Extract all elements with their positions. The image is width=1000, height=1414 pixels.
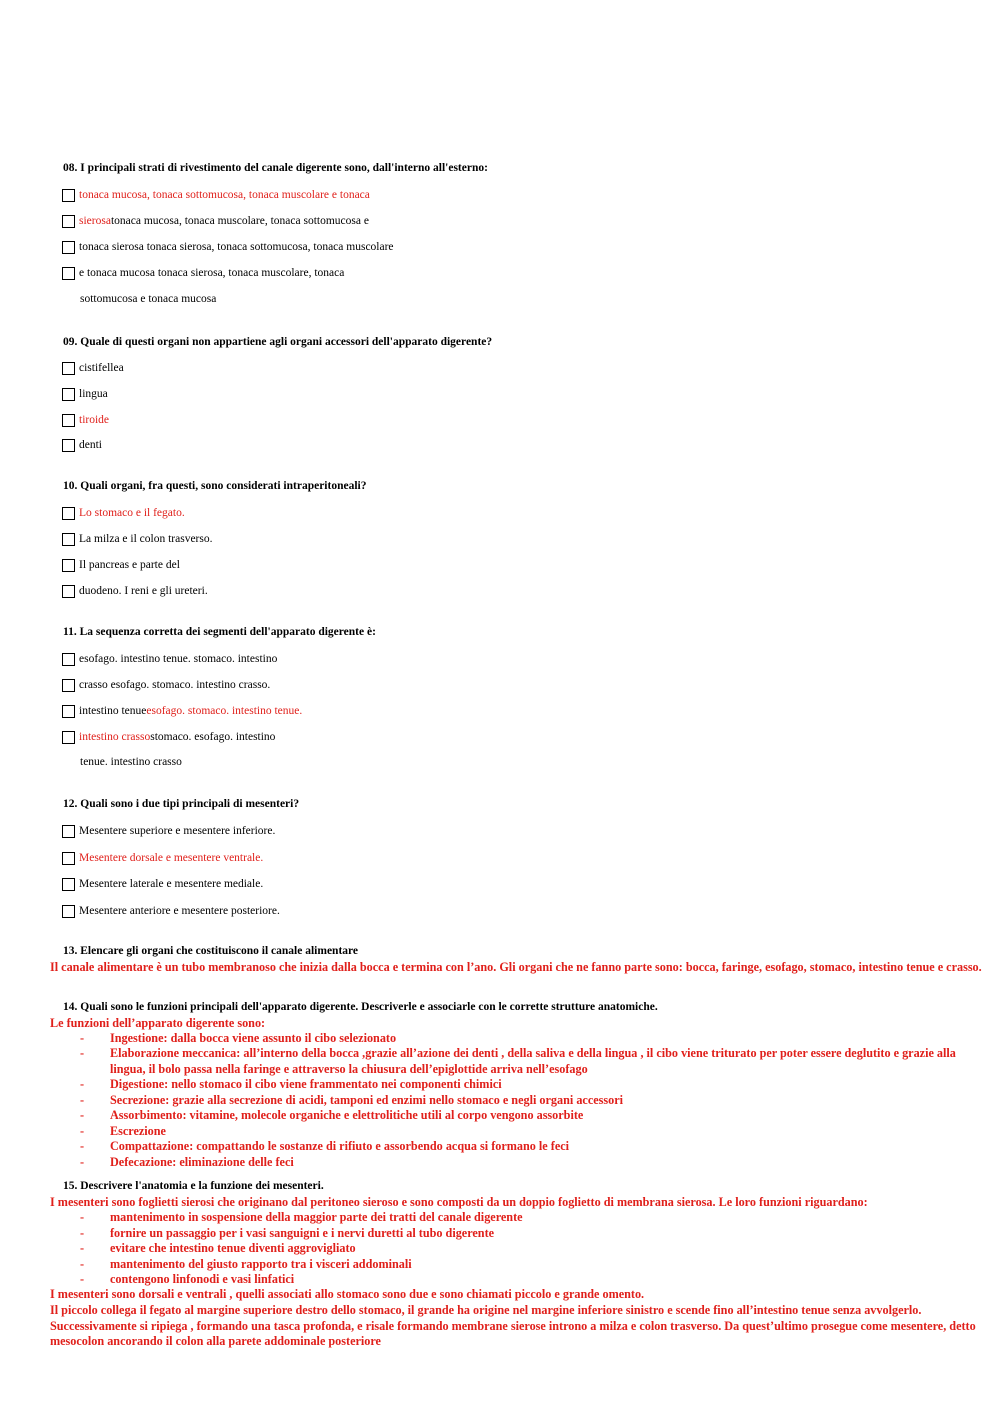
item-text: Assorbimento: vitamine, molecole organiche e elettrolitiche utili al corpo vengono assorbite <box>110 1108 584 1122</box>
question-13-title: 13. Elencare gli organi che costituiscono il canale alimentare <box>63 945 359 957</box>
item-text: Secrezione: grazie alla secrezione di acidi, tamponi ed enzimi nello stomaco e negli organi accessori <box>110 1093 624 1107</box>
q10-option-2[interactable] <box>62 531 212 547</box>
q09-option-4[interactable] <box>62 437 102 453</box>
q10-option-1[interactable] <box>62 505 185 521</box>
q11-continuation: tenue. intestino crasso <box>80 756 182 768</box>
item-text: evitare che intestino tenue diventi aggrovigliato <box>110 1241 356 1255</box>
option-text-red: esofago. stomaco. intestino tenue. <box>146 705 303 717</box>
q10-option-4[interactable] <box>62 583 208 599</box>
checkbox[interactable] <box>62 241 75 254</box>
option-text: intestino tenue <box>79 705 147 717</box>
item-text: mantenimento in sospensione della maggior parte dei tratti del canale digerente <box>110 1210 523 1224</box>
q09-option-3[interactable] <box>62 412 109 428</box>
question-12-title: 12. Quali sono i due tipi principali di mesenteri? <box>63 798 300 810</box>
q11-option-3[interactable] <box>62 703 302 719</box>
q08-option-1[interactable] <box>62 187 370 203</box>
checkbox[interactable] <box>62 507 75 520</box>
checkbox[interactable] <box>62 852 75 865</box>
bullet-dash: - <box>80 1108 85 1122</box>
option-text: Mesentere superiore e mesentere inferiore. <box>79 825 276 837</box>
bullet-dash: - <box>80 1093 85 1107</box>
option-text: Mesentere anteriore e mesentere posteriore. <box>79 905 280 917</box>
q15-paragraph-2: I mesenteri sono dorsali e ventrali , quelli associati allo stomaco sono due e sono chiamati piccolo e grande omento. <box>50 1287 645 1301</box>
checkbox[interactable] <box>62 388 75 401</box>
checkbox[interactable] <box>62 559 75 572</box>
checkbox[interactable] <box>62 189 75 202</box>
question-14-title: 14. Quali sono le funzioni principali dell'apparato digerente. Descriverle e associarle con le corrette strutture anatomiche. <box>63 1001 658 1013</box>
q12-option-2[interactable] <box>62 850 263 866</box>
option-text: Mesentere laterale e mesentere mediale. <box>79 878 264 890</box>
question-11-title: 11. La sequenza corretta dei segmenti dell'apparato digerente è: <box>63 626 376 638</box>
item-text: Digestione: nello stomaco il cibo viene frammentato nei componenti chimici <box>110 1077 502 1091</box>
option-text: esofago. intestino tenue. stomaco. intestino <box>79 653 278 665</box>
bullet-dash: - <box>80 1046 85 1060</box>
q12-option-3[interactable] <box>62 876 263 892</box>
bullet-dash: - <box>80 1124 85 1138</box>
option-text: Il pancreas e parte del <box>79 559 180 571</box>
item-text: mantenimento del giusto rapporto tra i visceri addominali <box>110 1257 412 1271</box>
item-text: Elaborazione meccanica: all’interno della bocca ,grazie all’azione dei denti , della saliva e della lingua , il cibo viene triturato per poter essere deglutito e grazie alla lingua, il bolo passa nella faringe e attraverso la chiusura dell’epiglottide arriva nell’esofago <box>110 1046 956 1076</box>
q11-option-1[interactable] <box>62 651 277 667</box>
q08-continuation: sottomucosa e tonaca mucosa <box>80 293 217 305</box>
checkbox[interactable] <box>62 414 75 427</box>
option-text: tiroide <box>79 414 110 426</box>
option-text: duodeno. I reni e gli ureteri. <box>79 585 208 597</box>
bullet-dash: - <box>80 1226 85 1240</box>
q08-option-2[interactable] <box>62 213 369 229</box>
checkbox[interactable] <box>62 705 75 718</box>
q13-answer: Il canale alimentare è un tubo membranoso che inizia dalla bocca e termina con l’ano. Gli organi che ne fanno parte sono: bocca, faringe, esofago, stomaco, intestino tenue e crasso. <box>50 960 982 974</box>
checkbox[interactable] <box>62 731 75 744</box>
checkbox[interactable] <box>62 653 75 666</box>
option-text: denti <box>79 439 102 451</box>
bullet-dash: - <box>80 1257 85 1271</box>
bullet-dash: - <box>80 1210 85 1224</box>
option-text: La milza e il colon trasverso. <box>79 533 213 545</box>
bullet-dash: - <box>80 1031 85 1045</box>
checkbox[interactable] <box>62 825 75 838</box>
item-text: Defecazione: eliminazione delle feci <box>110 1155 294 1169</box>
question-10-title: 10. Quali organi, fra questi, sono considerati intraperitoneali? <box>63 480 367 492</box>
checkbox[interactable] <box>62 679 75 692</box>
q15-answer-intro: I mesenteri sono foglietti sierosi che originano dal peritoneo sieroso e sono composti da un doppio foglietto di membrana sierosa. Le loro funzioni riguardano: <box>50 1195 868 1209</box>
q14-answer-intro: Le funzioni dell’apparato digerente sono: <box>50 1016 266 1030</box>
option-text: tonaca mucosa, tonaca sottomucosa, tonaca muscolare e tonaca <box>79 189 370 201</box>
item-text: Compattazione: compattando le sostanze di rifiuto e assorbendo acqua si formano le feci <box>110 1139 570 1153</box>
checkbox[interactable] <box>62 878 75 891</box>
bullet-dash: - <box>80 1272 85 1286</box>
checkbox[interactable] <box>62 533 75 546</box>
q11-option-2[interactable] <box>62 677 270 693</box>
item-text: Escrezione <box>110 1124 166 1138</box>
q11-option-4[interactable] <box>62 729 275 745</box>
q09-option-2[interactable] <box>62 386 108 402</box>
q12-option-1[interactable] <box>62 823 275 839</box>
bullet-dash: - <box>80 1241 85 1255</box>
checkbox[interactable] <box>62 905 75 918</box>
checkbox[interactable] <box>62 439 75 452</box>
item-text: contengono linfonodi e vasi linfatici <box>110 1272 295 1286</box>
question-09-title: 09. Quale di questi organi non appartiene agli organi accessori dell'apparato digerente? <box>63 336 493 348</box>
q08-option-4[interactable] <box>62 265 344 281</box>
q08-option-3[interactable] <box>62 239 394 255</box>
option-text: stomaco. esofago. intestino <box>150 731 276 743</box>
option-text-red: intestino crasso <box>79 731 151 743</box>
bullet-dash: - <box>80 1139 85 1153</box>
option-text-red: sierosa <box>79 215 111 227</box>
checkbox[interactable] <box>62 362 75 375</box>
q12-option-4[interactable] <box>62 903 280 919</box>
item-text: fornire un passaggio per i vasi sanguigni e i nervi duretti al tubo digerente <box>110 1226 495 1240</box>
bullet-dash: - <box>80 1077 85 1091</box>
option-text: cistifellea <box>79 362 124 374</box>
checkbox[interactable] <box>62 267 75 280</box>
option-text: tonaca mucosa, tonaca muscolare, tonaca sottomucosa e <box>110 215 369 227</box>
option-text: e tonaca mucosa tonaca sierosa, tonaca muscolare, tonaca <box>79 267 345 279</box>
option-text: crasso esofago. stomaco. intestino crasso. <box>79 679 271 691</box>
q15-paragraph-3: Il piccolo collega il fegato al margine superiore destro dello stomaco, il grande ha origine nel margine inferiore sinistro e scende fino all’intestino tenue senza avvolgerlo. Successivamente si ripiega , formando una tasca profonda, e risale formando membrane sierose introno a milza e colon trasverso. Da quest’ultimo prosegue come mesentere, detto mesocolon ancorando il colon alla parete addominale posteriore <box>50 1303 976 1348</box>
option-text: Mesentere dorsale e mesentere ventrale. <box>79 852 264 864</box>
option-text: lingua <box>79 388 108 400</box>
q09-option-1[interactable] <box>62 360 124 376</box>
item-text: Ingestione: dalla bocca viene assunto il cibo selezionato <box>110 1031 397 1045</box>
checkbox[interactable] <box>62 585 75 598</box>
bullet-dash: - <box>80 1155 85 1169</box>
q10-option-3[interactable] <box>62 557 180 573</box>
question-08-title: 08. I principali strati di rivestimento del canale digerente sono, dall'interno all'esterno: <box>63 162 488 174</box>
option-text: tonaca sierosa tonaca sierosa, tonaca sottomucosa, tonaca muscolare <box>79 241 394 253</box>
checkbox[interactable] <box>62 215 75 228</box>
option-text: Lo stomaco e il fegato. <box>79 507 185 519</box>
question-15-title: 15. Descrivere l'anatomia e la funzione dei mesenteri. <box>63 1180 324 1192</box>
